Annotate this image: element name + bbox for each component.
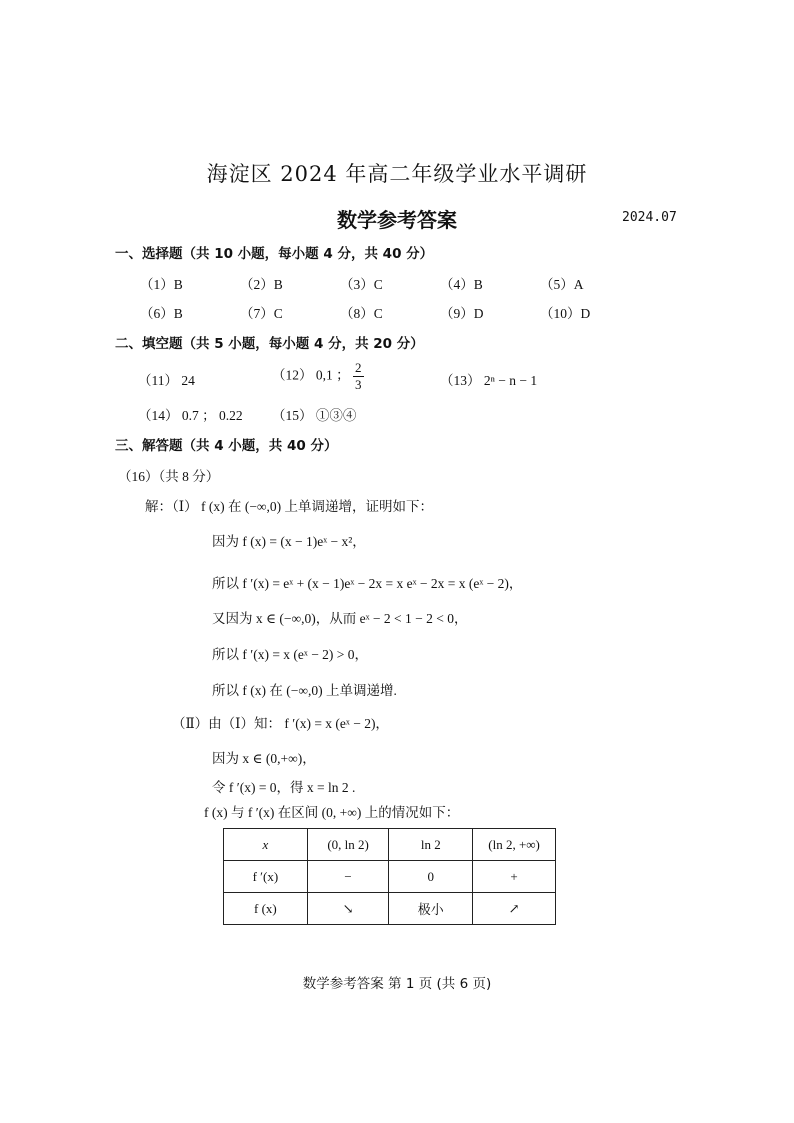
choice-answer: （4）B	[440, 277, 483, 292]
table-cell: (0, ln 2)	[307, 829, 389, 861]
solution-line: 又因为 x ∈ (−∞,0)，从而 eˣ − 2 < 1 − 2 < 0，	[212, 611, 468, 626]
solution-line: 因为 x ∈ (0,+∞)，	[212, 751, 316, 766]
fraction-numerator: 2	[355, 360, 362, 375]
fill-answer-13: （13） 2ⁿ − n − 1	[440, 373, 538, 388]
choice-answer: （7）C	[240, 306, 283, 321]
fraction-denominator: 3	[355, 377, 362, 392]
page-title: 海淀区 2024 年高二年级学业水平调研	[206, 162, 588, 186]
table-cell: ↗	[473, 893, 556, 925]
table-cell: f (x)	[224, 893, 308, 925]
solution-line: 令 f ′(x) = 0，得 x = ln 2 .	[212, 780, 356, 795]
fill-answer-14: （14） 0.7 ； 0.22	[138, 408, 243, 423]
problem-label: （16）（共 8 分）	[118, 469, 220, 484]
solution-line: f (x) 与 f ′(x) 在区间 (0, +∞) 上的情况如下：	[204, 805, 460, 820]
choice-answer: （3）C	[340, 277, 383, 292]
choice-answer: （9）D	[440, 306, 484, 321]
section-heading-fill: 二、填空题（共 5 小题，每小题 4 分，共 20 分）	[115, 336, 424, 352]
part2-intro: （Ⅱ）由（Ⅰ）知： f ′(x) = x (eˣ − 2)，	[172, 716, 389, 731]
fill-answer-12-text: （12） 0,1 ；	[272, 367, 350, 383]
table-row	[224, 893, 556, 925]
table-cell: +	[473, 861, 556, 893]
choice-answer: （5）A	[540, 277, 584, 292]
part1-intro: 解：（Ⅰ） f (x) 在 (−∞,0) 上单调递增，证明如下：	[145, 499, 434, 514]
table-cell: 极小	[389, 893, 473, 925]
solution-line: 所以 f ′(x) = eˣ + (x − 1)eˣ − 2x = x eˣ − 2x = x (eˣ − 2)，	[212, 576, 523, 591]
fill-answer-11: （11） 24	[138, 373, 195, 388]
section-heading-solution: 三、解答题（共 4 小题，共 40 分）	[115, 438, 338, 454]
fill-answer-15: （15） ①③④	[272, 408, 357, 423]
solution-line: 所以 f ′(x) = x (eˣ − 2) > 0，	[212, 647, 369, 662]
page-footer: 数学参考答案 第 1 页 (共 6 页)	[302, 976, 492, 992]
choice-answer: （2）B	[240, 277, 283, 292]
fraction	[353, 360, 364, 393]
table-cell: x	[224, 829, 308, 861]
fill-answer-12	[272, 360, 364, 393]
choice-answer: （6）B	[140, 306, 183, 321]
table-cell: (ln 2, +∞)	[473, 829, 556, 861]
table-cell: ↘	[307, 893, 389, 925]
choice-answer: （1）B	[140, 277, 183, 292]
table-row	[224, 861, 556, 893]
table-row	[224, 829, 556, 861]
table-cell: ln 2	[389, 829, 473, 861]
solution-line: 所以 f (x) 在 (−∞,0) 上单调递增.	[212, 683, 397, 698]
solution-line: 因为 f (x) = (x − 1)eˣ − x²，	[212, 534, 366, 549]
document-date: 2024.07	[622, 210, 677, 225]
table-cell: −	[307, 861, 389, 893]
table-cell: f ′(x)	[224, 861, 308, 893]
choice-answer: （10）D	[540, 306, 591, 321]
choice-answer: （8）C	[340, 306, 383, 321]
section-heading-choice: 一、选择题（共 10 小题，每小题 4 分，共 40 分）	[115, 246, 434, 262]
table-cell: 0	[389, 861, 473, 893]
page-subtitle: 数学参考答案	[337, 208, 457, 232]
variation-table	[223, 828, 556, 925]
